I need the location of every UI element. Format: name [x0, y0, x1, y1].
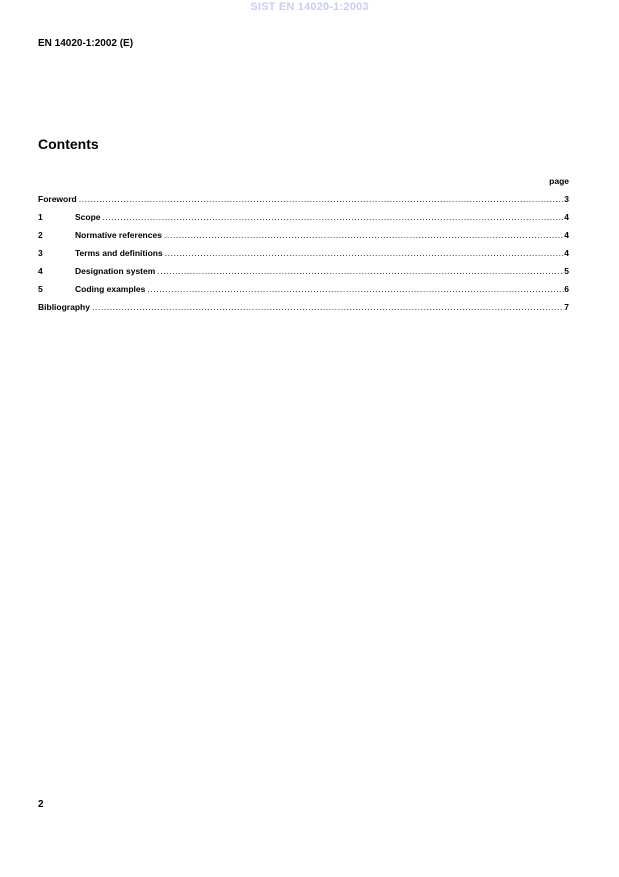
toc-entry-page: 4 — [564, 212, 569, 222]
toc-entry-title: Foreword — [38, 194, 77, 204]
toc-entry-title: Normative references — [75, 230, 162, 240]
document-identifier: EN 14020-1:2002 (E) — [38, 38, 134, 49]
toc-entry-number: 3 — [38, 248, 43, 258]
toc-dot-leader — [77, 194, 565, 204]
toc-entry-page: 3 — [564, 194, 569, 204]
toc-dot-leader — [162, 230, 564, 240]
toc-entry-terms-and-definitions[interactable] — [38, 248, 569, 266]
toc-entry-bibliography[interactable] — [38, 302, 569, 320]
page-number: 2 — [38, 799, 44, 810]
toc-entry-foreword[interactable] — [38, 194, 569, 212]
toc-entry-designation-system[interactable] — [38, 266, 569, 284]
toc-entry-title: Bibliography — [38, 302, 90, 312]
toc-entry-title: Designation system — [75, 266, 156, 276]
toc-entry-title: Terms and definitions — [75, 248, 163, 258]
toc-dot-leader — [163, 248, 565, 258]
toc-entry-title: Coding examples — [75, 284, 146, 294]
toc-entry-number: 4 — [38, 266, 43, 276]
toc-entry-page: 7 — [564, 302, 569, 312]
watermark: SIST EN 14020-1:2003 — [250, 1, 369, 13]
toc-entry-number: 5 — [38, 284, 43, 294]
toc-dot-leader — [101, 212, 565, 222]
toc-entry-page: 4 — [564, 248, 569, 258]
toc-dot-leader — [90, 302, 564, 312]
toc-entry-number: 2 — [38, 230, 43, 240]
toc-entry-scope[interactable] — [38, 212, 569, 230]
table-of-contents — [38, 194, 569, 320]
toc-dot-leader — [145, 284, 564, 294]
toc-entry-title: Scope — [75, 212, 101, 222]
toc-entry-normative-references[interactable] — [38, 230, 569, 248]
page-column-heading: page — [549, 176, 569, 186]
toc-entry-page: 6 — [564, 284, 569, 294]
contents-heading: Contents — [38, 136, 99, 152]
toc-entry-number: 1 — [38, 212, 43, 222]
toc-entry-coding-examples[interactable] — [38, 284, 569, 302]
toc-dot-leader — [155, 266, 564, 276]
toc-entry-page: 5 — [564, 266, 569, 276]
toc-entry-page: 4 — [564, 230, 569, 240]
